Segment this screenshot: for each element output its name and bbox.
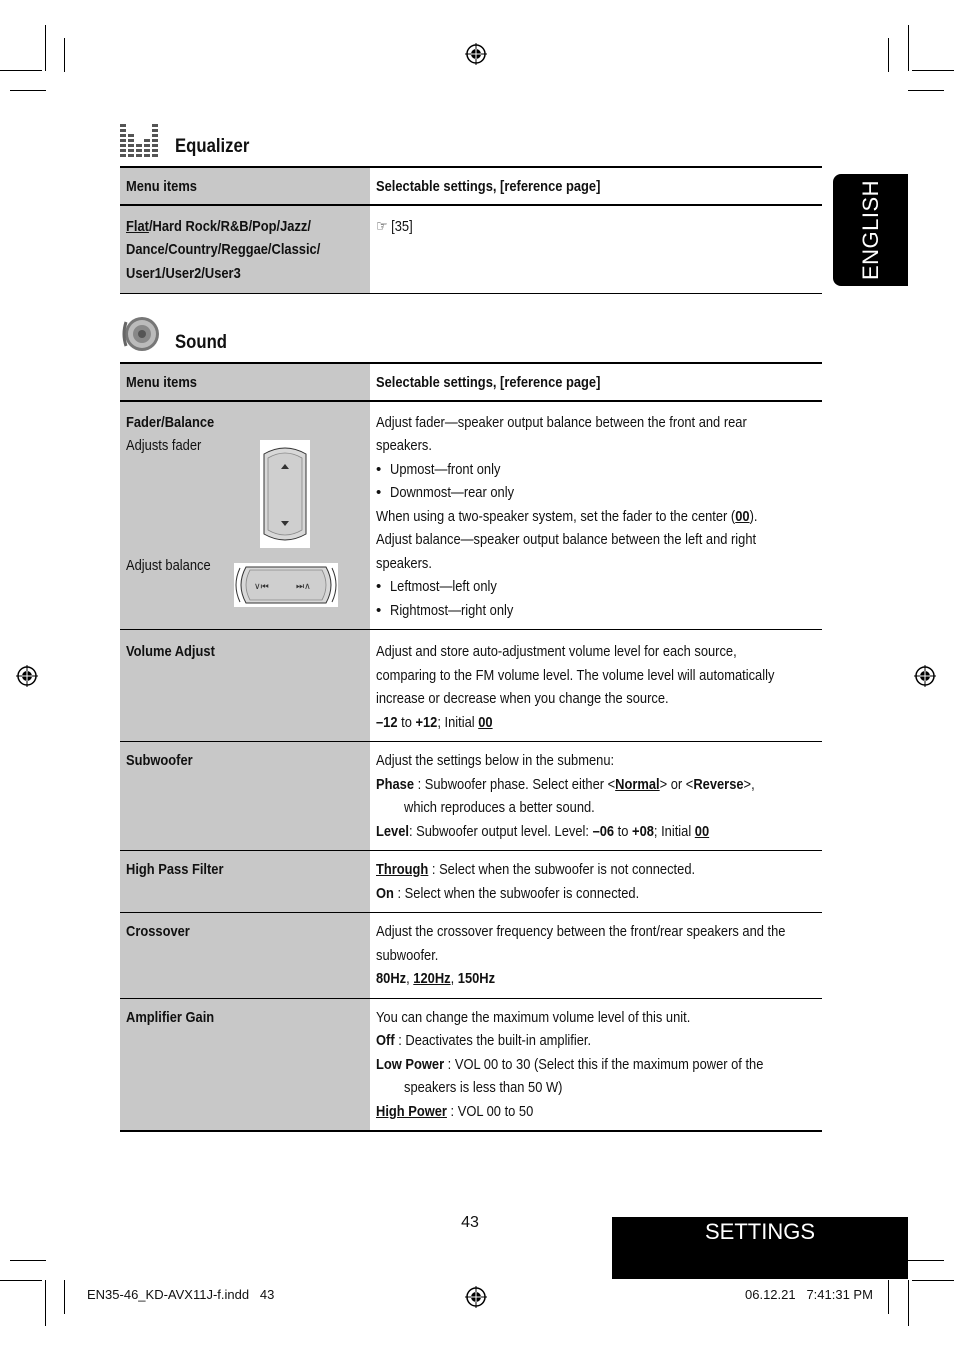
language-tab-label: ENGLISH: [857, 179, 883, 281]
crossover-desc-line: subwoofer.: [376, 946, 439, 964]
gain-low-power: Low Power : VOL 00 to 30 (Select this if the maximum power of the: [376, 1055, 764, 1073]
header-menu-items: Menu items: [126, 178, 197, 195]
page-number: 43: [461, 1214, 479, 1231]
hpf-through: Through : Select when the subwoofer is not connected.: [376, 861, 696, 878]
eq-items-line1: Flat/Hard Rock/R&B/Pop/Jazz/: [126, 217, 311, 235]
crop-mark: [908, 25, 909, 71]
reference-page: ☞ [35]: [376, 217, 413, 235]
crossover-name: Crossover: [126, 923, 190, 940]
table-row: [120, 913, 822, 999]
sound-table: [120, 362, 822, 1132]
crop-mark: [0, 1280, 42, 1281]
subwoofer-phase-cont: which reproduces a better sound.: [404, 799, 595, 816]
equalizer-table: [120, 166, 822, 294]
section-bar-label: SETTINGS: [704, 1219, 815, 1244]
volume-range: –12 to +12; Initial 00: [376, 713, 493, 731]
balance-desc-line: Adjust balance—speaker output balance between the left and right: [376, 531, 757, 548]
balance-left-label: ∨⏮: [254, 581, 269, 592]
crop-mark: [10, 90, 46, 91]
crop-mark: [64, 1280, 65, 1314]
adjust-balance-label: Adjust balance: [126, 556, 211, 574]
subwoofer-phase: Phase : Subwoofer phase. Select either <Normal> or <Reverse>,: [376, 775, 755, 793]
gain-low-power-cont: speakers is less than 50 W): [404, 1079, 563, 1096]
footer-datetime: 06.12.21 7:41:31 PM: [745, 1287, 873, 1302]
fader-balance-name: Fader/Balance: [126, 413, 215, 431]
fader-bullet: Upmost—front only: [390, 460, 501, 478]
amplifier-gain-name: Amplifier Gain: [126, 1008, 215, 1026]
crop-mark: [908, 90, 944, 91]
table-row: [120, 630, 822, 742]
balance-right-label: ⏭∧: [296, 581, 311, 592]
crop-mark: [45, 1280, 46, 1326]
registration-mark-icon: [465, 1286, 487, 1308]
table-header: [120, 363, 822, 401]
crop-mark: [10, 1260, 46, 1261]
crop-mark: [908, 1280, 909, 1326]
eq-items-line2: Dance/Country/Reggae/Classic/: [126, 241, 321, 258]
crop-mark: [888, 1280, 889, 1314]
header-selectable-settings: Selectable settings, [reference page]: [376, 178, 601, 195]
fader-bullet: Downmost—rear only: [390, 484, 515, 501]
registration-mark-icon: [465, 43, 487, 65]
fader-desc-line: Adjust fader—speaker output balance between the front and rear: [376, 413, 747, 431]
subwoofer-desc-line: Adjust the settings below in the submenu:: [376, 752, 615, 769]
gain-desc-line: You can change the maximum volume level of this unit.: [376, 1008, 691, 1026]
registration-mark-icon: [914, 665, 936, 687]
subwoofer-level: Level: Subwoofer output level. Level: –06 to +08; Initial 00: [376, 822, 710, 840]
fader-desc-line: When using a two-speaker system, set the fader to the center (00).: [376, 507, 758, 525]
header-menu-items: Menu items: [126, 374, 197, 391]
table-header: [120, 167, 822, 205]
balance-bullet: Rightmost—right only: [390, 601, 514, 619]
crop-mark: [912, 70, 954, 71]
equalizer-icon: [120, 122, 158, 158]
subwoofer-name: Subwoofer: [126, 752, 193, 769]
crossover-desc-line: Adjust the crossover frequency between the front/rear speakers and the: [376, 923, 786, 940]
crop-mark: [888, 38, 889, 72]
balance-knob-illustration: [234, 563, 338, 607]
gain-off: Off : Deactivates the built-in amplifier.: [376, 1032, 592, 1049]
hpf-name: High Pass Filter: [126, 861, 224, 878]
sound-heading: [120, 314, 234, 354]
adjusts-fader-label: Adjusts fader: [126, 437, 202, 454]
crop-mark: [0, 70, 42, 71]
balance-desc-line: speakers.: [376, 554, 432, 572]
table-row: [120, 401, 822, 630]
header-selectable-settings: Selectable settings, [reference page]: [376, 374, 601, 391]
volume-adjust-name: Volume Adjust: [126, 643, 215, 660]
gain-high-power: High Power : VOL 00 to 50: [376, 1102, 534, 1120]
volume-desc-line: Adjust and store auto-adjustment volume level for each source,: [376, 643, 737, 660]
table-row: [120, 742, 822, 851]
volume-desc-line: comparing to the FM volume level. The volume level will automatically: [376, 666, 775, 684]
footer-file-info: EN35-46_KD-AVX11J-f.indd 43: [87, 1287, 275, 1302]
crop-mark: [908, 1260, 944, 1261]
table-row: [120, 205, 822, 294]
speaker-icon: [120, 314, 160, 354]
crossover-values: 80Hz, 120Hz, 150Hz: [376, 970, 496, 987]
section-bar: [612, 1217, 908, 1279]
crop-mark: [45, 25, 46, 71]
crop-mark: [912, 1280, 954, 1281]
eq-items-line3: User1/User2/User3: [126, 264, 241, 282]
table-row: [120, 998, 822, 1131]
hpf-on: On : Select when the subwoofer is connected.: [376, 884, 640, 902]
crop-mark: [64, 38, 65, 72]
registration-mark-icon: [16, 665, 38, 687]
pointing-hand-icon: ☞: [376, 217, 388, 235]
fader-knob-illustration: [260, 440, 310, 548]
fader-desc-line: speakers.: [376, 437, 432, 454]
equalizer-title: Equalizer: [175, 136, 250, 157]
balance-bullet: Leftmost—left only: [390, 578, 497, 595]
sound-title: Sound: [175, 332, 228, 353]
table-row: [120, 851, 822, 913]
language-tab: [833, 174, 908, 286]
equalizer-heading: [120, 118, 259, 158]
volume-desc-line: increase or decrease when you change the source.: [376, 690, 669, 707]
